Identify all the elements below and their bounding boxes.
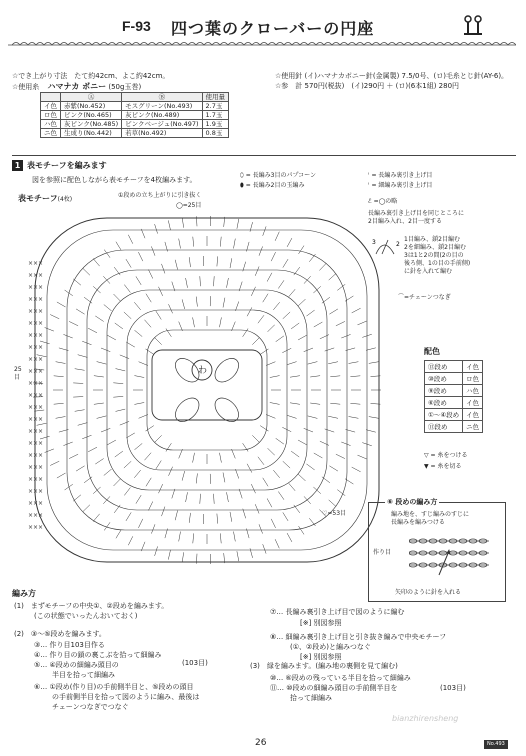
center-ring-label: わ <box>198 366 208 376</box>
instruction-line: (2) ③〜⑤段めを編みます。 <box>14 630 106 638</box>
tools-label: ☆使用針 <box>275 72 303 80</box>
table-row <box>41 111 229 120</box>
yarn-cell: 赤紫(No.452) <box>61 102 122 111</box>
yarn-cell: ピンクベージュ(No.497) <box>122 120 202 129</box>
step6-note: 編み地を、すじ編みのすじに <box>391 511 470 518</box>
price-label: ☆参 計 <box>275 82 303 90</box>
instruction-line: ⑧… 細編み裏引き上げ目と引き抜き編みで中央モチーフ <box>270 633 447 641</box>
svg-text:×××: ××× <box>28 380 44 387</box>
color-cell: ロ色 <box>463 373 483 385</box>
product-badge <box>484 730 508 749</box>
yarn-cell: 灰ピンク(No.489) <box>122 111 202 120</box>
legend-note: 後ろ側、1の目の手前側) <box>404 260 471 267</box>
instruction-line: 拾って細編み <box>290 694 332 702</box>
color-cell: ①〜④段め <box>425 409 463 421</box>
page-title: 四つ葉のクローバーの円座 <box>171 19 375 38</box>
step6-diagram <box>409 531 497 581</box>
svg-text:×××: ××× <box>28 308 44 315</box>
step6-box <box>368 498 506 602</box>
instruction-line: ⑥… ①段め(作り目)の手前側半目と、⑤段めの頭目 <box>34 683 194 691</box>
label-25-rows: 25目 <box>14 366 22 381</box>
product-badge-text: No.493 <box>484 740 508 749</box>
step6-note: 長編みを編みつける <box>391 519 445 526</box>
color-cell: イ色 <box>463 397 483 409</box>
instruction-line: ⑩… ⑥段めの残っている半目を拾って細編み <box>270 674 411 682</box>
yarn-th <box>41 93 61 102</box>
legend-note: 2目編み入れ、2目一度する <box>368 218 442 225</box>
color-table-title: 配色 <box>424 347 440 356</box>
instruction-line: (1) まずモチーフの中央①、②段めを編みます。 <box>14 602 169 610</box>
svg-text:×××: ××× <box>28 476 44 483</box>
color-cell: ⑨段め <box>425 385 463 397</box>
yarn-cell: イ色 <box>41 102 61 111</box>
svg-text:×××: ××× <box>28 344 44 351</box>
start-chain-label: 作り目 <box>373 549 392 556</box>
color-cell: ⑥段め <box>425 397 463 409</box>
bobble-icon: ⬮ <box>240 182 244 189</box>
chain-join-icon: ⌒ <box>398 294 405 301</box>
arrow-note: 矢印のように針を入れる <box>395 589 462 596</box>
yarn-th: Ⓐ <box>61 93 122 102</box>
table-row <box>425 385 483 397</box>
sc-back-icon: ꜝ <box>368 182 370 189</box>
yarn-cell: 灰ピンク(No.485) <box>61 120 122 129</box>
svg-text:2: 2 <box>396 241 400 248</box>
svg-text:×××: ××× <box>28 440 44 447</box>
price-line <box>275 82 515 91</box>
svg-text:×××: ××× <box>28 464 44 471</box>
yarn-cell: ロ色 <box>41 111 61 120</box>
legend-chain-join <box>398 294 451 302</box>
stitch-diagram-icon <box>372 234 402 260</box>
instruction-line: ③… 作り目103目作る <box>34 641 105 649</box>
color-table-wrap <box>424 360 483 433</box>
instruction-line: チェーンつなぎでつなぐ <box>52 703 129 711</box>
section-divider <box>12 155 516 156</box>
tools-value: (イ)ハマナカボニー針(金属製) 7.5/0号、(ロ)毛糸とじ針(AY-6)。 <box>304 72 509 80</box>
yarn-cell: ハ色 <box>41 120 61 129</box>
svg-text:×××: ××× <box>28 512 44 519</box>
yarn-table <box>40 92 229 138</box>
yarn-cell: 若草(No.492) <box>122 129 202 138</box>
table-row <box>41 120 229 129</box>
label-25: ◯=25目 <box>176 202 202 209</box>
svg-text:×××: ××× <box>28 320 44 327</box>
crochet-chart <box>22 205 392 575</box>
color-cell: ⑪段め <box>425 421 463 433</box>
svg-text:×××: ××× <box>28 260 44 267</box>
instruction-line: (3) 緑を編みます。(編み地の裏側を見て編む) <box>250 662 398 670</box>
instruction-line: の手前側半目を拾って図のように編み、最後は <box>52 693 200 701</box>
step6-title: ⑥ 段めの編み方 <box>387 498 438 506</box>
svg-text:×××: ××× <box>28 404 44 411</box>
color-cell: ⑩段め <box>425 373 463 385</box>
table-row <box>425 421 483 433</box>
legend-note: に針を入れて編む <box>404 268 453 275</box>
instruction-line: ⑦… 長編み裏引き上げ目で図のように編む <box>270 608 405 616</box>
legend-note: 長編み裏引き上げ目を同じところに <box>368 210 465 217</box>
table-row <box>425 409 483 421</box>
yarn-cell: 生成り(No.442) <box>61 129 122 138</box>
finished-size: ☆でき上がり寸法 たて約42cm、よこ約42cm。 <box>12 72 170 80</box>
instruction-line: 半目を拾って細編み <box>52 671 115 679</box>
color-cell: ハ色 <box>463 385 483 397</box>
instruction-line: ④… 作り目の鎖の裏こぶを拾って細編み <box>34 651 162 659</box>
legend-text: = 長編み3目のパプコーン <box>245 172 317 179</box>
svg-text:×××: ××× <box>28 416 44 423</box>
svg-text:×××: ××× <box>28 500 44 507</box>
yarn-cell: ピンク(No.465) <box>61 111 122 120</box>
instruction-line: ⑪… ⑩段めの細編み頭目の手前側半目を <box>270 684 398 692</box>
section-desc: 図を参照に配色しながら表モチーフを4枚編みます。 <box>32 176 197 184</box>
pattern-code: F-93 <box>122 18 151 34</box>
stitch-count: (103目) <box>440 684 466 692</box>
yarn-cell: 1.9玉 <box>202 120 229 129</box>
watermark: bianzhirensheng <box>392 714 459 723</box>
legend-dc-back <box>368 172 432 180</box>
yarn-th: Ⓑ <box>122 93 202 102</box>
lace-border-divider <box>8 40 516 50</box>
yarn-cell: 0.8玉 <box>202 129 229 138</box>
yarn-cell: 1.7玉 <box>202 111 229 120</box>
legend-abbrev <box>368 198 397 206</box>
instructions-title: 編み方 <box>12 589 36 598</box>
svg-text:×××: ××× <box>28 368 44 375</box>
motif-label <box>18 194 72 204</box>
instruction-line: [※] 別図参照 <box>300 653 342 661</box>
section-number: 1 <box>12 160 23 171</box>
color-cell: ニ色 <box>463 421 483 433</box>
svg-text:3: 3 <box>372 239 376 246</box>
yarn-cell: 2.7玉 <box>202 102 229 111</box>
instruction-line: ⑤… ④段めの細編み頭目の <box>34 661 119 669</box>
svg-text:×××: ××× <box>28 392 44 399</box>
table-row <box>41 102 229 111</box>
svg-text:×××: ××× <box>28 524 44 531</box>
note-attach: ▽ = 糸をつける <box>424 452 468 459</box>
svg-text:×××: ××× <box>28 272 44 279</box>
page-number: 26 <box>255 738 267 748</box>
note-stand: ①段めの立ち上がりに引き抜く <box>118 192 202 199</box>
table-row <box>425 373 483 385</box>
color-table <box>424 360 483 433</box>
yarn-label-text: ☆使用糸 <box>12 83 40 91</box>
instruction-line: [※] 別図参照 <box>300 619 342 627</box>
color-cell: イ色 <box>463 409 483 421</box>
color-cell: イ色 <box>463 361 483 373</box>
yarn-unit: (50g玉巻) <box>108 83 142 91</box>
svg-text:×××: ××× <box>28 488 44 495</box>
dc-back-icon: ꜝ <box>368 172 370 179</box>
svg-text:×××: ××× <box>28 296 44 303</box>
legend-sc-back <box>368 182 432 190</box>
instruction-line: (この状態でいったんおいておく) <box>34 612 138 620</box>
color-cell: ⑬段め <box>425 361 463 373</box>
legend-text: = 細編み裏引き上げ目 <box>371 182 433 189</box>
legend-bobble <box>240 182 304 190</box>
table-row <box>425 361 483 373</box>
legend-note: 3は1と2の間(2の目の <box>404 252 464 259</box>
svg-text:×××: ××× <box>28 452 44 459</box>
section-title-text: 表モチーフを編みます <box>27 161 107 170</box>
tools-line <box>275 72 515 81</box>
legend-text: =チェーンつなぎ <box>404 294 451 301</box>
yarn-label <box>12 82 141 92</box>
yarn-th: 使用量 <box>202 93 229 102</box>
instruction-line: (①、②段め)と編みつなぐ <box>290 643 371 651</box>
table-row <box>425 397 483 409</box>
svg-text:×××: ××× <box>28 332 44 339</box>
yarn-cell: ニ色 <box>41 129 61 138</box>
yarn-table-wrap <box>40 92 229 138</box>
svg-text:×××: ××× <box>28 284 44 291</box>
legend-note: 2を細編み、鎖2目編む <box>404 244 466 251</box>
stitch-count: (103目) <box>182 659 208 667</box>
motif-label-text: 表モチーフ <box>18 194 58 203</box>
table-row <box>41 129 229 138</box>
yarn-brand: ハマナカ ボニー <box>47 82 107 91</box>
legend-note: 1目編み、鎖2目編む <box>404 236 460 243</box>
motif-count: (4枚) <box>57 196 73 203</box>
svg-text:×××: ××× <box>28 428 44 435</box>
legend-popcorn <box>240 172 316 180</box>
popcorn-icon: ⬯ <box>240 172 244 179</box>
svg-text:×××: ××× <box>28 356 44 363</box>
yarn-cell: モスグリーン(No.493) <box>122 102 202 111</box>
brand-logo-icon <box>460 14 486 38</box>
legend-text: = 長編み裏引き上げ目 <box>371 172 433 179</box>
price-value: 570円(税抜) (イ)290円 ＋ (ロ)(6本1組) 280円 <box>304 82 460 90</box>
section-title <box>12 160 107 171</box>
abbrev-icon: ℰ <box>368 198 372 205</box>
note-cut: ▼ = 糸を切る <box>424 463 462 470</box>
legend-text: = 長編み2目の玉編み <box>245 182 305 189</box>
legend-text: =◯の略 <box>373 198 398 205</box>
label-53: ♡=53目 <box>322 510 347 517</box>
